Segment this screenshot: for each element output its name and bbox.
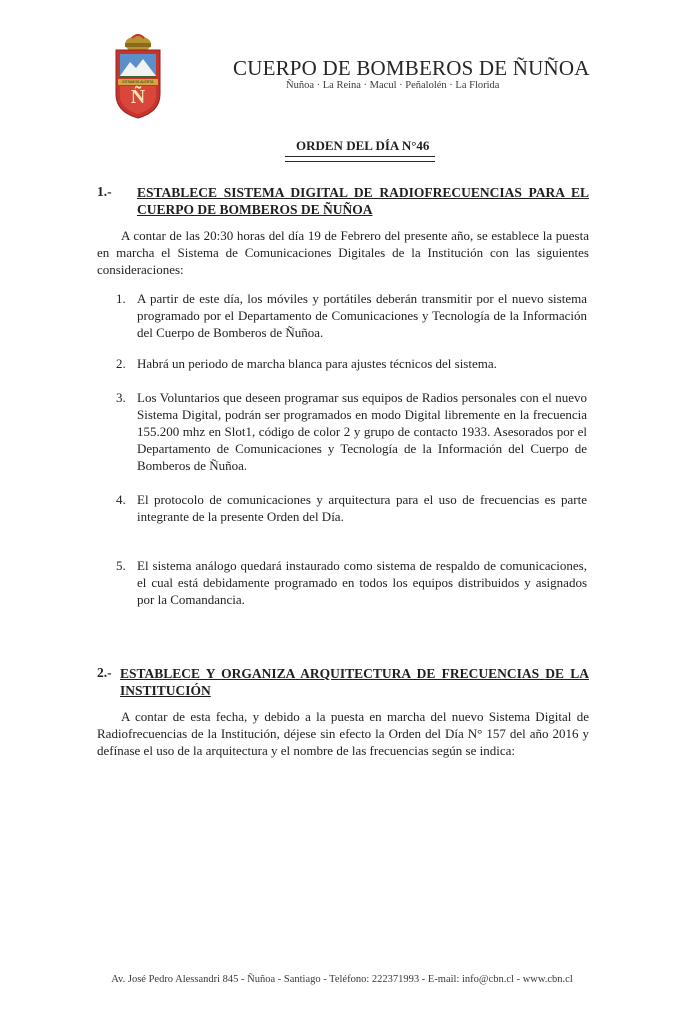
list-item-number: 3.: [116, 390, 126, 405]
section-2-intro: A contar de esta fecha, y debido a la puesta en marcha del nuevo Sistema Digital de Radiofrecuencias de la Institución, déjese sin efecto la Orden del Día N° 157 del año 2016 y defínase el uso de la arquitectura y el nombre de las frecuencias según se indica:: [97, 709, 589, 758]
organization-name: CUERPO DE BOMBEROS DE ÑUÑOA: [233, 56, 590, 80]
crest-motto: ESTAMOS ALERTA: [122, 80, 154, 84]
section-1-intro: A contar de las 20:30 horas del día 19 de Febrero del presente año, se establece la puesta en marcha el Sistema de Comunicaciones Digitales de la Institución con las siguientes consideraciones:: [97, 228, 589, 277]
crest-letter: Ñ: [130, 86, 146, 108]
communes-list: Ñuñoa · La Reina · Macul · Peñalolén · La Florida: [286, 80, 500, 91]
list-item-number: 5.: [116, 558, 126, 573]
title-double-underline: [285, 156, 435, 162]
footer-address: Av. José Pedro Alessandri 845 - Ñuñoa - Santiago - Teléfono: 222371993 - E-mail: info@cbn.cl - www.cbn.cl: [111, 974, 573, 985]
section-2-heading: ESTABLECE Y ORGANIZA ARQUITECTURA DE FRECUENCIAS DE LA INSTITUCIÓN: [120, 666, 589, 698]
section-1-number: 1.-: [97, 184, 112, 199]
list-item-number: 4.: [116, 492, 126, 507]
list-item-text: A partir de este día, los móviles y portátiles deberán transmitir por el nuevo sistema programado por el Departamento de Comunicaciones y Tecnología de la Información del Cuerpo de Bomberos de Ñuñoa.: [137, 291, 587, 340]
fire-department-crest: [112, 34, 164, 120]
list-item-text: El protocolo de comunicaciones y arquitectura para el uso de frecuencias es parte integrante de la presente Orden del Día.: [137, 492, 587, 524]
list-item-number: 2.: [116, 356, 126, 371]
section-1-heading: ESTABLECE SISTEMA DIGITAL DE RADIOFRECUENCIAS PARA EL CUERPO DE BOMBEROS DE ÑUÑOA: [137, 185, 589, 217]
section-2-number: 2.-: [97, 665, 112, 680]
list-item-text: El sistema análogo quedará instaurado como sistema de respaldo de comunicaciones, el cual está debidamente programado en todos los equipos distribuidos y asignados por la Comandancia.: [137, 558, 587, 607]
order-title: ORDEN DEL DÍA N°46: [296, 138, 430, 153]
list-item-number: 1.: [116, 291, 126, 306]
list-item-text: Los Voluntarios que deseen programar sus equipos de Radios personales con el nuevo Sistema Digital, podrán ser programados en modo Digital libremente en la frecuencia 155.200 mhz en Slot1, código de color 2 y grupo de contacto 1933. Asesorados por el Departamento de Comunicaciones y Tecnología de la Información del Cuerpo de Bomberos de Ñuñoa.: [137, 390, 587, 473]
list-item-text: Habrá un periodo de marcha blanca para ajustes técnicos del sistema.: [137, 356, 497, 371]
